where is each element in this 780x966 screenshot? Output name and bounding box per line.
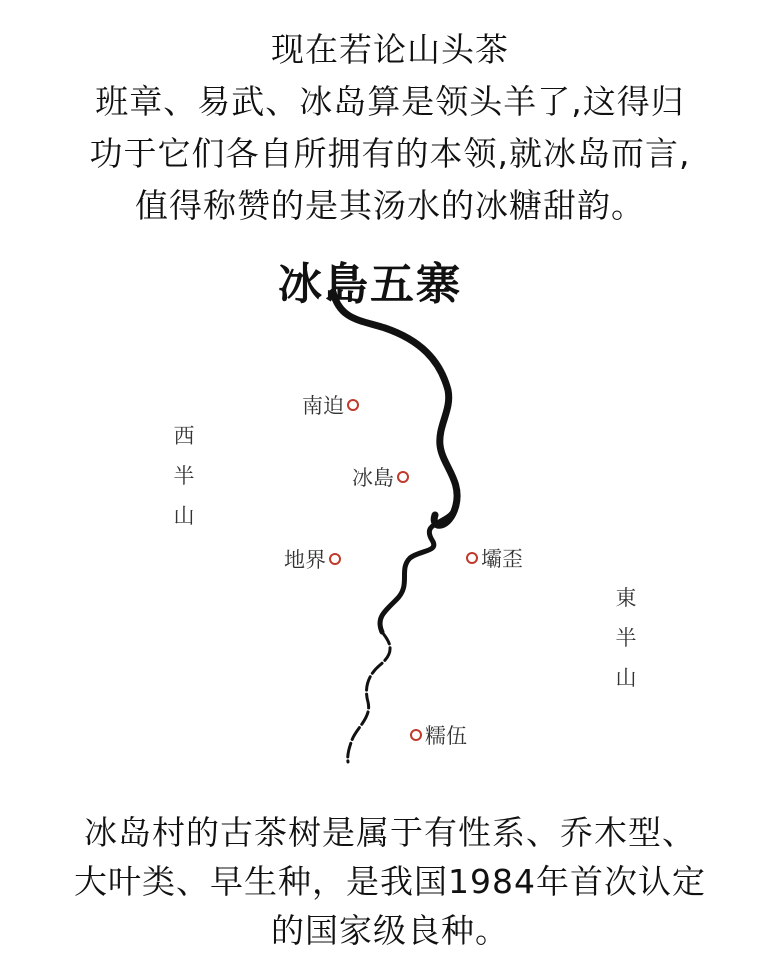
region-east-label: 東半山 (615, 586, 637, 690)
map-title: 冰島五寨 (278, 259, 462, 310)
village-marker-icon (329, 553, 341, 565)
outro-line: 大叶类、早生种，是我国1984年首次认定 (74, 862, 706, 901)
intro-line: 功于它们各自所拥有的本领,就冰岛而言, (89, 134, 691, 173)
intro-paragraph (0, 24, 780, 232)
village-dijie (284, 544, 341, 574)
intro-line: 班章、易武、冰岛算是领头羊了,这得归 (95, 82, 685, 121)
village-label: 糯伍 (425, 724, 467, 748)
village-nuowu (410, 720, 467, 750)
village-bawai (466, 543, 523, 573)
intro-line: 现在若论山头茶 (271, 30, 509, 69)
bingdao-map (0, 240, 780, 780)
river-line (0, 240, 780, 780)
village-label: 壩歪 (481, 547, 523, 571)
outro-paragraph (0, 808, 780, 955)
outro-line: 冰岛村的古茶树是属于有性系、乔木型、 (84, 813, 696, 852)
village-nanchi (302, 390, 359, 420)
outro-line: 的国家级良种。 (271, 911, 509, 950)
village-label: 南迫 (302, 394, 344, 418)
village-marker-icon (466, 552, 478, 564)
region-west-label: 西半山 (173, 424, 195, 528)
village-bingdao (352, 462, 409, 492)
village-marker-icon (410, 729, 422, 741)
intro-line: 值得称赞的是其汤水的冰糖甜韵。 (135, 186, 645, 225)
village-marker-icon (347, 399, 359, 411)
village-label: 地界 (284, 548, 326, 572)
village-marker-icon (397, 471, 409, 483)
village-label: 冰島 (352, 466, 394, 490)
